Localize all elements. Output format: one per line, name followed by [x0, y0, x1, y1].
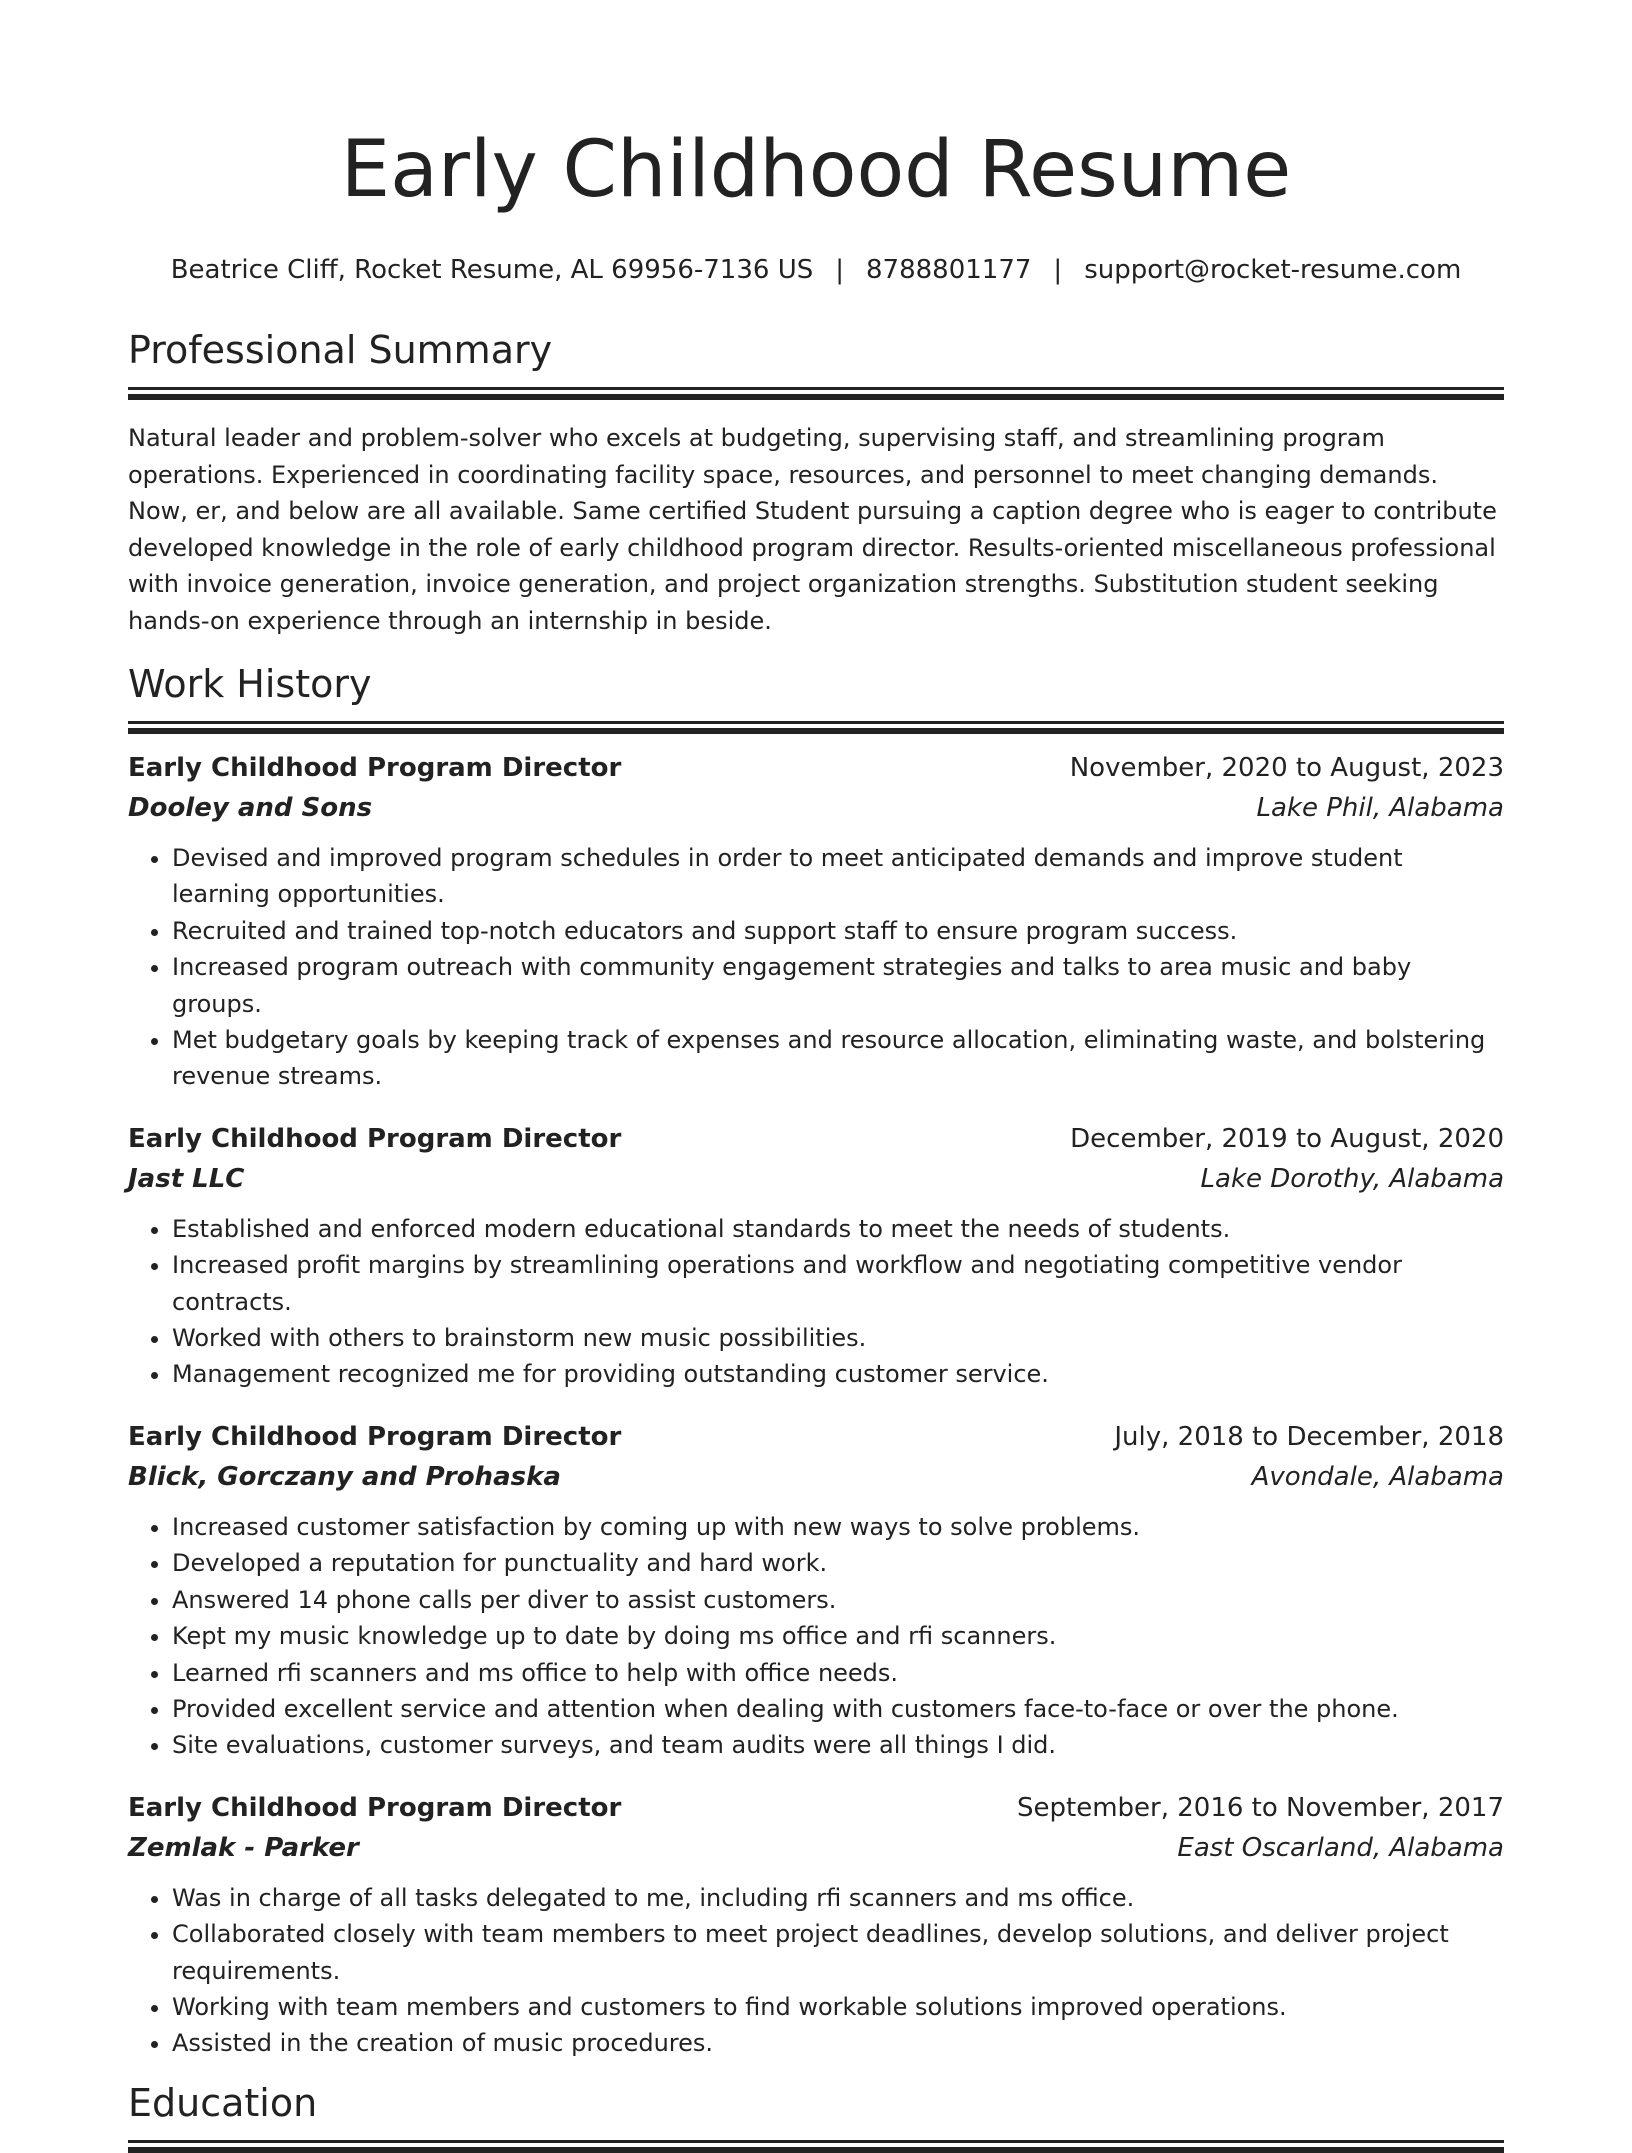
- job-title: Early Childhood Program Director: [128, 753, 622, 783]
- job-company: Jast LLC: [128, 1163, 245, 1194]
- job-bullets: [128, 1211, 1504, 1393]
- work-section: [128, 659, 1504, 2062]
- job-location: Avondale, Alabama: [1251, 1461, 1504, 1492]
- job-bullet: • Established and enforced modern educational standards to meet the needs of students.: [172, 1211, 1504, 1247]
- section-divider-thick: [128, 394, 1504, 400]
- job-bullet: • Site evaluations, customer surveys, and team audits were all things I did.: [172, 1727, 1504, 1763]
- job-subheader-row: [128, 1457, 1504, 1497]
- job-location: Lake Dorothy, Alabama: [1200, 1163, 1504, 1194]
- job-bullet: • Developed a reputation for punctuality and hard work.: [172, 1545, 1504, 1581]
- section-heading-education: Education: [128, 2080, 318, 2125]
- job-entry: [128, 1788, 1504, 2062]
- job-company: Dooley and Sons: [128, 793, 373, 823]
- contact-separator: |: [1053, 255, 1063, 285]
- job-bullets: [128, 1509, 1504, 1764]
- section-divider: [128, 2140, 1504, 2143]
- job-dates: November, 2020 to August, 2023: [1069, 753, 1504, 783]
- summary-text: Natural leader and problem-solver who excels at budgeting, supervising staff, and streamlining program operations. Experienced in coordinating facility space, resources, and personnel to meet changing demands. Now, er, and below are all available. Same certified Student pursuing a caption degree who is eager to contribute developed knowledge in the role of early childhood program director. Results-oriented miscellaneous professional with invoice generation, invoice generation, and project organization strengths. Substitution student seeking hands-on experience through an internship in beside.: [128, 424, 1497, 635]
- job-company: Blick, Gorczany and Prohaska: [128, 1461, 561, 1492]
- job-subheader-row: [128, 1159, 1504, 1199]
- job-bullet: • Was in charge of all tasks delegated to me, including rfi scanners and ms office.: [172, 1880, 1504, 1916]
- contact-email: support@rocket-resume.com: [1084, 255, 1462, 285]
- job-bullet: • Devised and improved program schedules in order to meet anticipated demands and improve student learning opportunities.: [172, 840, 1504, 913]
- job-bullet: • Learned rfi scanners and ms office to help with office needs.: [172, 1655, 1504, 1691]
- contact-phone: 8788801177: [866, 255, 1032, 285]
- job-location: Lake Phil, Alabama: [1256, 793, 1504, 823]
- section-heading-work: Work History: [128, 662, 372, 706]
- job-header-row: [128, 748, 1504, 788]
- contact-address: Beatrice Cliff, Rocket Resume, AL 69956-7136 US: [170, 255, 814, 285]
- job-header-row: [128, 1119, 1504, 1159]
- section-divider: [128, 387, 1504, 390]
- section-heading-summary: Professional Summary: [128, 328, 553, 372]
- education-section: [128, 2078, 1504, 2153]
- job-bullet: • Provided excellent service and attention when dealing with customers face-to-face or over the phone.: [172, 1691, 1504, 1727]
- job-bullet: • Answered 14 phone calls per diver to assist customers.: [172, 1582, 1504, 1618]
- summary-section: [128, 325, 1504, 639]
- job-title: Early Childhood Program Director: [128, 1421, 622, 1452]
- job-subheader-row: [128, 1828, 1504, 1868]
- job-entry: [128, 1119, 1504, 1393]
- job-entry: [128, 1417, 1504, 1764]
- job-bullet: • Increased customer satisfaction by coming up with new ways to solve problems.: [172, 1509, 1504, 1545]
- job-title: Early Childhood Program Director: [128, 1123, 622, 1154]
- job-dates: July, 2018 to December, 2018: [1114, 1421, 1504, 1452]
- job-bullet: • Met budgetary goals by keeping track of expenses and resource allocation, eliminating waste, and bolstering revenue streams.: [172, 1022, 1504, 1095]
- section-divider-thick: [128, 2147, 1504, 2153]
- job-bullet: • Worked with others to brainstorm new music possibilities.: [172, 1320, 1504, 1356]
- job-bullet: • Kept my music knowledge up to date by doing ms office and rfi scanners.: [172, 1618, 1504, 1654]
- job-subheader-row: [128, 788, 1504, 828]
- section-divider: [128, 721, 1504, 724]
- job-entry: [128, 748, 1504, 1095]
- job-bullet: • Management recognized me for providing outstanding customer service.: [172, 1356, 1504, 1392]
- resume-title: Early Childhood Resume: [340, 125, 1292, 215]
- resume-page: [128, 0, 1504, 2153]
- job-bullets: [128, 1880, 1504, 2062]
- job-dates: December, 2019 to August, 2020: [1070, 1123, 1504, 1154]
- section-divider-thick: [128, 728, 1504, 734]
- job-company: Zemlak - Parker: [128, 1832, 359, 1863]
- job-bullet: • Assisted in the creation of music procedures.: [172, 2025, 1504, 2061]
- job-header-row: [128, 1417, 1504, 1457]
- job-dates: September, 2016 to November, 2017: [1017, 1792, 1504, 1823]
- job-bullet: • Increased program outreach with community engagement strategies and talks to area music and baby groups.: [172, 949, 1504, 1022]
- job-bullet: • Recruited and trained top-notch educators and support staff to ensure program success.: [172, 913, 1504, 949]
- job-bullet: • Working with team members and customers to find workable solutions improved operations.: [172, 1989, 1504, 2025]
- job-title: Early Childhood Program Director: [128, 1792, 622, 1823]
- contact-line: [128, 252, 1504, 288]
- job-location: East Oscarland, Alabama: [1177, 1832, 1504, 1863]
- job-bullets: [128, 840, 1504, 1095]
- job-header-row: [128, 1788, 1504, 1828]
- contact-separator: |: [835, 255, 844, 285]
- job-bullet: • Increased profit margins by streamlining operations and workflow and negotiating competitive vendor contracts.: [172, 1247, 1504, 1320]
- job-bullet: • Collaborated closely with team members to meet project deadlines, develop solutions, and deliver project requirements.: [172, 1916, 1504, 1989]
